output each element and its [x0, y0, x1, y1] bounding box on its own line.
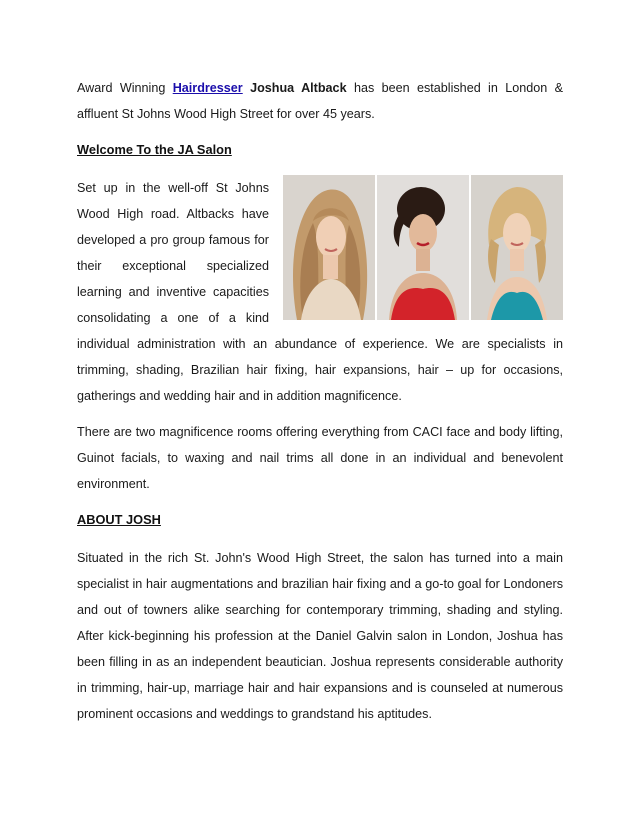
- owner-name: Joshua Altback: [250, 81, 347, 95]
- intro-text-before: Award Winning: [77, 81, 173, 95]
- welcome-paragraph-2: There are two magnificence rooms offering everything from CACI face and body lifting, Guinot facials, to waxing and nail trims all done in an individual and benevolent environment.: [77, 425, 563, 491]
- intro-text-after: has been established in London & affluent St Johns Wood High Street for over 45 years.: [77, 81, 564, 121]
- model-portrait-left: [283, 175, 375, 320]
- intro-paragraph: [77, 75, 563, 127]
- model-portrait-center: [377, 175, 469, 320]
- welcome-heading: Welcome To the JA Salon: [77, 142, 232, 157]
- document-body: [77, 75, 563, 727]
- salon-hairstyles-photo: [283, 175, 563, 320]
- about-paragraph: Situated in the rich St. John's Wood High Street, the salon has turned into a main specialist in hair augmentations and brazilian hair fixing and a go-to goal for Londoners and out of towners alike searching for contemporary trimming, shading and styling. After kick-beginning his profession at the Daniel Galvin salon in London, Joshua has been filling in as an independent beautician. Joshua represents considerable authority in trimming, hair-up, marriage hair and hair expansions and is counseled at numerous prominent occasions and weddings to grandstand his aptitudes.: [77, 551, 563, 721]
- about-heading: ABOUT JOSH: [77, 512, 161, 527]
- model-portrait-right: [471, 175, 563, 320]
- welcome-section: [77, 175, 563, 497]
- welcome-paragraph-1: Set up in the well-off St Johns Wood High road. Altbacks have developed a pro group famous for their exceptional specialized learning and inventive capacities consolidating a one of a kind individual administration with an abundance of experience. We are specialists in trimming, shading, Brazilian hair fixing, hair expansions, hair – up for occasions, gatherings and wedding hair and in addition magnificence.: [77, 181, 563, 403]
- hairdresser-link[interactable]: Hairdresser: [172, 81, 243, 95]
